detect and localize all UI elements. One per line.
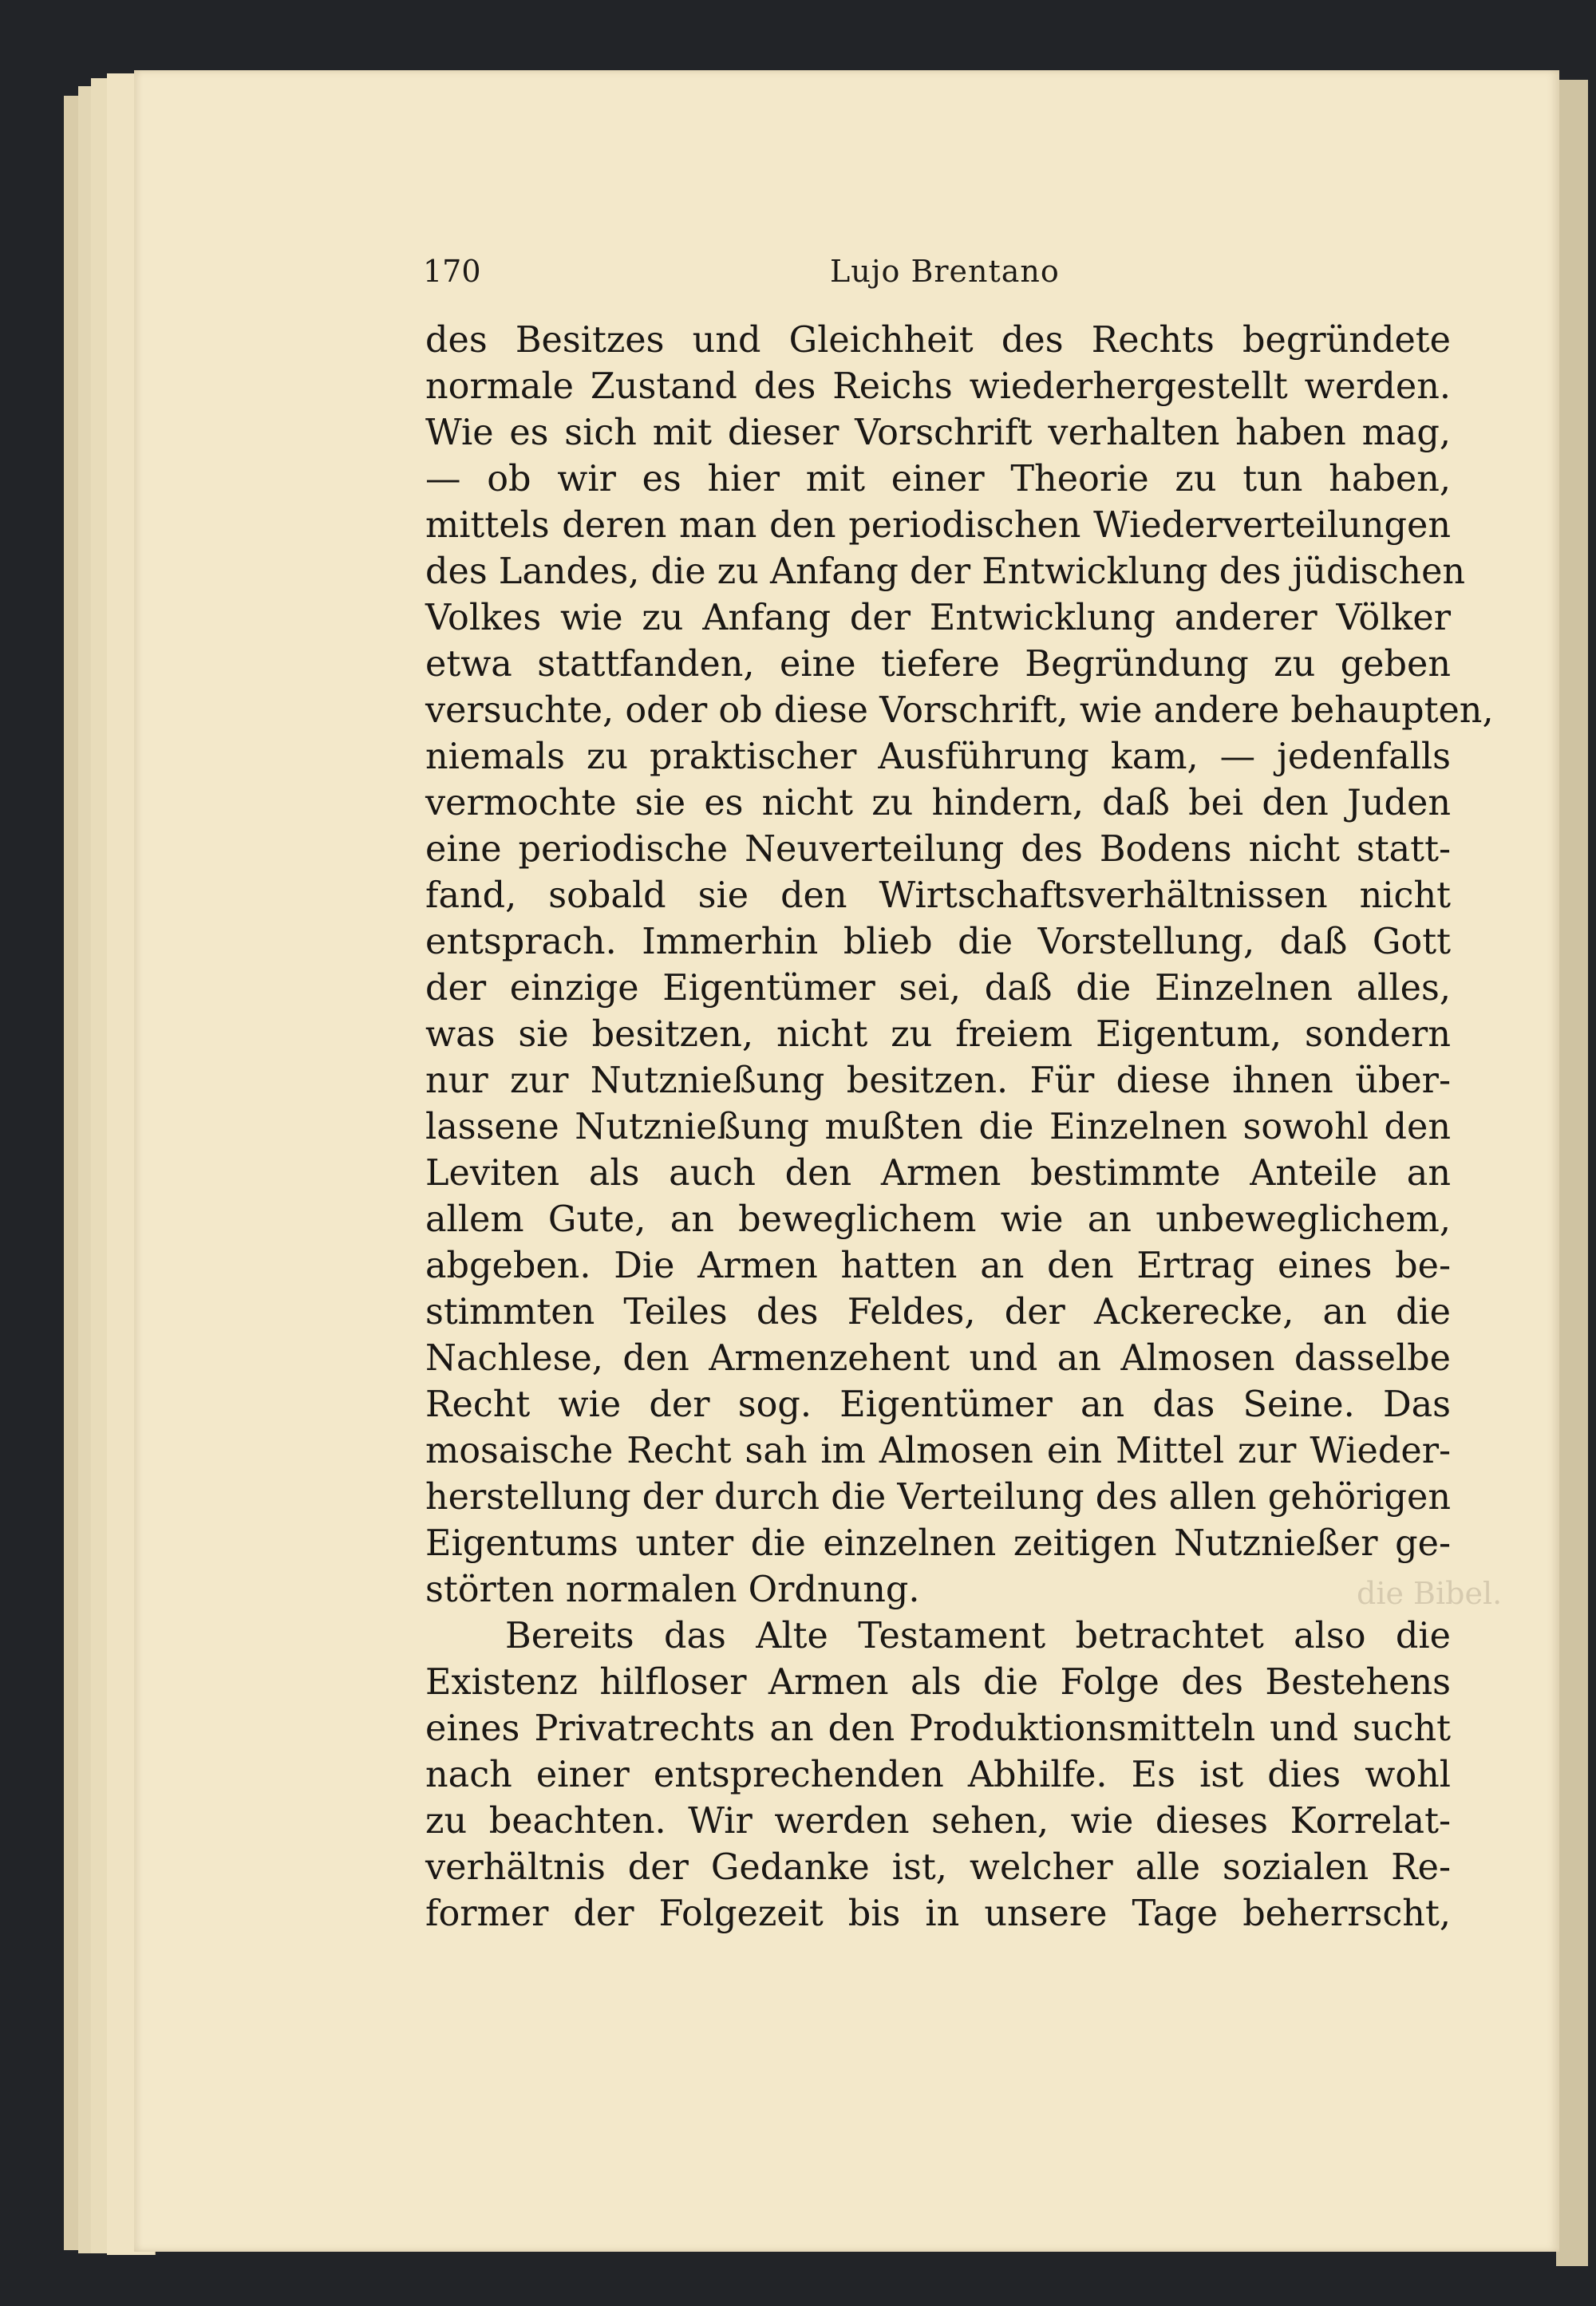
text-line: niemals zu praktischer Ausführung kam, — jedenfalls — [425, 736, 1451, 777]
text-line: der einzige Eigentümer sei, daß die Einzelnen alles, — [425, 968, 1451, 1009]
text-line: Recht wie der sog. Eigentümer an das Seine. Das — [425, 1384, 1451, 1425]
page-number: 170 — [423, 254, 481, 289]
text-line: abgeben. Die Armen hatten an den Ertrag eines be- — [425, 1246, 1451, 1286]
page-gutter — [1556, 80, 1588, 2266]
body-text — [425, 318, 1494, 1937]
text-line: Wie es sich mit dieser Vorschrift verhalten haben mag, — [425, 413, 1451, 453]
text-line: mittels deren man den periodischen Wiederverteilungen — [425, 505, 1451, 546]
text-line: Existenz hilfloser Armen als die Folge des Bestehens — [425, 1662, 1451, 1703]
text-line: entsprach. Immerhin blieb die Vorstellung, daß Gott — [425, 922, 1451, 962]
text-line: lassene Nutznießung mußten die Einzelnen sowohl den — [425, 1107, 1451, 1147]
text-line: verhältnis der Gedanke ist, welcher alle sozialen Re- — [425, 1847, 1451, 1888]
text-line: — ob wir es hier mit einer Theorie zu tun haben, — [425, 459, 1451, 500]
text-line: normale Zustand des Reichs wiederhergestellt werden. — [425, 366, 1451, 407]
text-line: former der Folgezeit bis in unsere Tage beherrscht, — [425, 1893, 1451, 1934]
text-line: Volkes wie zu Anfang der Entwicklung anderer Völker — [425, 598, 1451, 638]
text-line: des Besitzes und Gleichheit des Rechts begründete — [425, 320, 1451, 361]
text-line: des Landes, die zu Anfang der Entwicklung des jüdischen — [425, 551, 1466, 592]
text-line: eines Privatrechts an den Produktionsmitteln und sucht — [425, 1708, 1451, 1749]
text-line: zu beachten. Wir werden sehen, wie dieses Korrelat- — [425, 1801, 1451, 1842]
text-line: störten normalen Ordnung. — [425, 1570, 920, 1610]
text-line: herstellung der durch die Verteilung des allen gehörigen — [425, 1477, 1451, 1518]
text-line: fand, sobald sie den Wirtschaftsverhältnissen nicht — [425, 875, 1451, 916]
text-line: allem Gute, an beweglichem wie an unbeweglichem, — [425, 1199, 1451, 1240]
text-line: was sie besitzen, nicht zu freiem Eigentum, sondern — [425, 1014, 1451, 1055]
bleed-through-text: die Bibel. — [1357, 1576, 1503, 1611]
running-title: Lujo Brentano — [830, 254, 1060, 289]
text-line: Bereits das Alte Testament betrachtet also die — [505, 1616, 1451, 1656]
text-line: versuchte, oder ob diese Vorschrift, wie andere behaupten, — [425, 690, 1494, 731]
text-line: Eigentums unter die einzelnen zeitigen Nutznießer ge- — [425, 1523, 1451, 1564]
text-line: stimmten Teiles des Feldes, der Ackerecke, an die — [425, 1292, 1451, 1333]
text-line: Nachlese, den Armenzehent und an Almosen dasselbe — [425, 1338, 1451, 1379]
text-line: vermochte sie es nicht zu hindern, daß bei den Juden — [425, 783, 1451, 823]
text-line: Leviten als auch den Armen bestimmte Anteile an — [425, 1153, 1451, 1194]
text-line: mosaische Recht sah im Almosen ein Mittel zur Wieder- — [425, 1431, 1451, 1471]
text-line: eine periodische Neuverteilung des Bodens nicht statt- — [425, 829, 1451, 870]
text-line: etwa stattfanden, eine tiefere Begründung zu geben — [425, 644, 1451, 685]
page-header — [423, 254, 1460, 297]
text-line: nach einer entsprechenden Abhilfe. Es ist dies wohl — [425, 1755, 1451, 1795]
text-line: nur zur Nutznießung besitzen. Für diese ihnen über- — [425, 1060, 1451, 1101]
